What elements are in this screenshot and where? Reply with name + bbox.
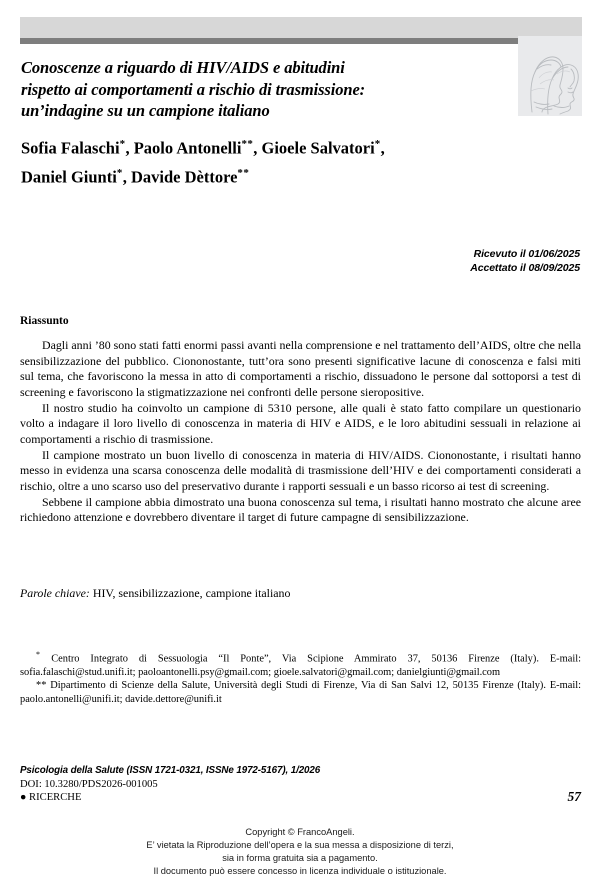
author-affil-mark-3: * <box>374 138 381 150</box>
masthead-light-band <box>20 17 582 38</box>
journal-doi: DOI: 10.3280/PDS2026-001005 <box>20 778 158 790</box>
accepted-date: Accettato il 08/09/2025 <box>470 261 580 274</box>
author-line-1 <box>21 132 541 161</box>
copyright-line-1: Copyright © FrancoAngeli. <box>245 827 355 837</box>
keywords-label: Parole chiave: <box>20 586 90 600</box>
footnote-2 <box>20 679 581 706</box>
author-name-falaschi: Sofia Falaschi <box>21 138 120 158</box>
footnote-1-text: Centro Integrato di Sessuologia “Il Ponte”, Via Scipione Ammirato 37, 50136 Firenze (Italy). E-mail: sofia.falaschi@stud.unifi.it; paoloantonelli.psy@gmail.com; gioele.salvatori@gmail.com; danielgiunti@gmail.com <box>20 653 581 678</box>
title-line-1: Conoscenze a riguardo di HIV/AIDS e abitudini <box>21 58 345 78</box>
masthead-bar <box>20 17 582 44</box>
author-name-giunti: Daniel Giunti <box>21 167 117 186</box>
masthead-dark-band <box>20 38 582 44</box>
author-affil-mark-4: * <box>116 166 123 179</box>
abstract-paragraph-2: Il nostro studio ha coinvolto un campione di 5310 persone, alle quali è stato fatto compilare un questionario volto a indagare il loro livello di conoscenza in materia di HIV e AIDS, e le loro abitudini sessuali in relazione ai comportamenti a rischio di trasmissione. <box>20 400 581 446</box>
footnote-2-text: Dipartimento di Scienze della Salute, Università degli Studi di Firenze, Via di San Salvi 12, 50135 Firenze (Italy). E-mail: paolo.antonelli@unifi.it; davide.dettore@unifi.it <box>20 680 581 705</box>
author-affil-mark-2: ** <box>241 138 254 150</box>
journal-section-row <box>20 791 581 807</box>
author-name-salvatori: , Gioele Salvatori <box>253 138 375 158</box>
author-line-2 <box>21 161 541 190</box>
author-line-1-comma: , <box>380 138 385 158</box>
journal-section-label: ● RICERCHE <box>20 792 82 804</box>
abstract-body <box>20 338 581 526</box>
copyright-notice <box>0 826 600 878</box>
classical-profiles-emblem-icon <box>518 36 582 116</box>
author-list <box>21 132 541 189</box>
page-number: 57 <box>567 789 581 805</box>
author-affil-mark-5: ** <box>237 166 250 179</box>
journal-info <box>20 764 581 807</box>
abstract-paragraph-1: Dagli anni ’80 sono stati fatti enormi passi avanti nella comprensione e nel trattamento dell’AIDS, oltre che nella sensibilizzazione del pubblico. Ciononostante, tutt’ora sono presenti significative lacune di conoscenza e falsi miti sul tema, che favoriscono la messa in atto di comportamenti a rischio, dissuadono le persone dal sottoporsi a test di screening e favoriscono la stigmatizzazione nei confronti delle persone sieropositive. <box>20 338 581 399</box>
author-name-antonelli: , Paolo Antonelli <box>125 138 242 158</box>
abstract-heading: Riassunto <box>20 315 69 327</box>
affiliation-footnotes <box>20 648 581 706</box>
footnote-1-mark: * <box>36 650 41 659</box>
journal-title-issn: Psicologia della Salute (ISSN 1721-0321, ISSNe 1972-5167), 1/2026 <box>20 765 321 776</box>
author-affil-mark-1: * <box>119 138 126 150</box>
footnote-2-mark: ** <box>36 680 47 692</box>
submission-dates <box>470 248 580 275</box>
footnote-1 <box>20 648 581 679</box>
article-title <box>21 57 501 122</box>
received-date: Ricevuto il 01/06/2025 <box>473 248 580 260</box>
title-line-2: rispetto ai comportamenti a rischio di trasmissione: <box>21 79 366 99</box>
abstract-paragraph-4: Sebbene il campione abbia dimostrato una buona conoscenza sul tema, i risultati hanno mostrato che alcune aree richiedono attenzione e dovrebbero diventare il target di future campagne di sensibilizzazione. <box>20 494 581 525</box>
abstract-paragraph-3: Il campione mostrato un buon livello di conoscenza in materia di HIV/AIDS. Ciononostante, i risultati hanno messo in evidenza una scarsa conoscenza delle modalità di trasmissione dell’HIV e dei comportamenti considerati a rischio, oltre a uno scarso uso del preservativo durante i rapporti sessuali e un basso ricorso ai test di screening. <box>20 447 581 493</box>
author-name-dettore: , Davide Dèttore <box>122 167 238 186</box>
title-line-3: un’indagine su un campione italiano <box>21 101 270 121</box>
copyright-line-3: sia in forma gratuita sia a pagamento. <box>222 853 378 863</box>
copyright-line-2: E’ vietata la Riproduzione dell’opera e la sua messa a disposizione di terzi, <box>146 840 454 850</box>
copyright-line-4: Il documento può essere concesso in licenza individuale o istituzionale. <box>153 866 447 876</box>
keywords-value: HIV, sensibilizzazione, campione italiano <box>89 586 291 600</box>
keywords-line <box>20 586 581 602</box>
